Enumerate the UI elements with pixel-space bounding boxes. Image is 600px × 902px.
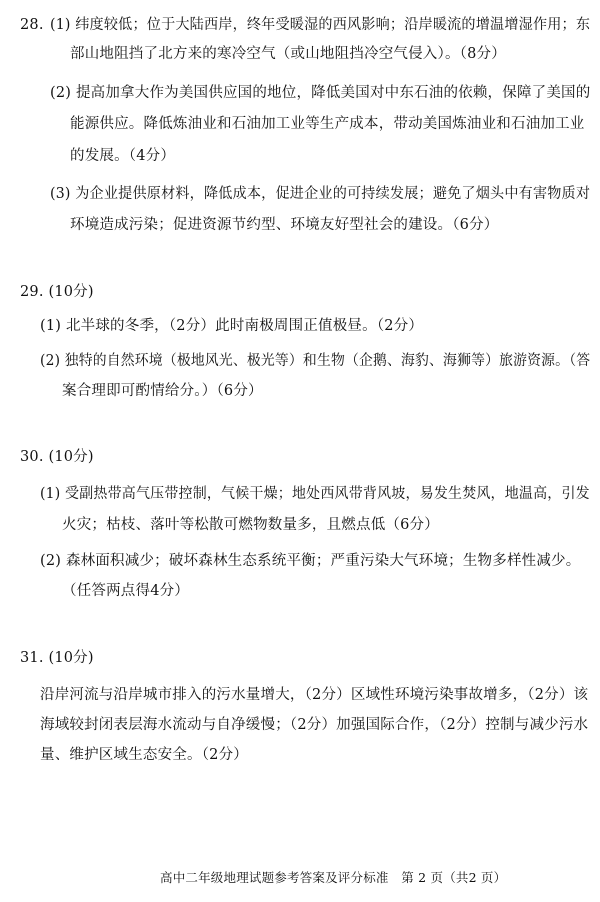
page-footer: 高中二年级地理试题参考答案及评分标准 第 2 页（共2 页） <box>160 870 507 885</box>
answer-line: 能源供应。降低炼油业和石油加工业等生产成本，带动美国炼油业和石油加工业 <box>70 116 585 132</box>
answer-line: (1) 纬度较低；位于大陆西岸，终年受暖湿的西风影响；沿岸暖流的增温增湿作用；东 <box>50 17 591 33</box>
answer-line: 海域较封闭表层海水流动与自净缓慢；（2分）加强国际合作，（2分）控制与减少污水 <box>40 717 589 733</box>
answer-line: (2) 森林面积减少；破坏森林生态系统平衡；严重污染大气环境；生物多样性减少。 <box>40 553 581 569</box>
answer-line: 的发展。（4分） <box>70 148 176 164</box>
answer-line: 沿岸河流与沿岸城市排入的污水量增大，（2分）区域性环境污染事故增多，（2分）该 <box>40 687 589 703</box>
answer-line: 量、维护区域生态安全。（2分） <box>40 747 248 763</box>
question-heading: 30. (10分) <box>20 449 94 465</box>
question-number: 28. <box>20 17 44 33</box>
answer-line: (2) 提高加拿大作为美国供应国的地位，降低美国对中东石油的依赖，保障了美国的 <box>50 85 591 101</box>
answer-line: (3) 为企业提供原材料，降低成本，促进企业的可持续发展；避免了烟头中有害物质对 <box>50 186 591 202</box>
answer-line: 部山地阻挡了北方来的寒冷空气（或山地阻挡冷空气侵入）。（8分） <box>70 46 506 62</box>
answer-line: （任答两点得4分） <box>62 583 190 599</box>
question-heading: 31. (10分) <box>20 650 94 666</box>
answer-line: (1) 受副热带高气压带控制，气候干燥；地处西风带背风坡，易发生焚风，地温高，引发 <box>40 486 590 502</box>
answer-line: 火灾；枯枝、落叶等松散可燃物数量多，且燃点低（6分） <box>62 517 439 533</box>
answer-line: 环境造成污染；促进资源节约型、环境友好型社会的建设。（6分） <box>70 217 499 233</box>
question-heading: 29. (10分) <box>20 284 94 300</box>
answer-line: (1) 北半球的冬季，（2分）此时南极周围正值极昼。（2分） <box>40 318 424 334</box>
answer-line: (2) 独特的自然环境（极地风光、极光等）和生物（企鹅、海豹、海狮等）旅游资源。（答 <box>40 353 591 369</box>
answer-line: 案合理即可酌情给分。）（6分） <box>62 383 263 399</box>
